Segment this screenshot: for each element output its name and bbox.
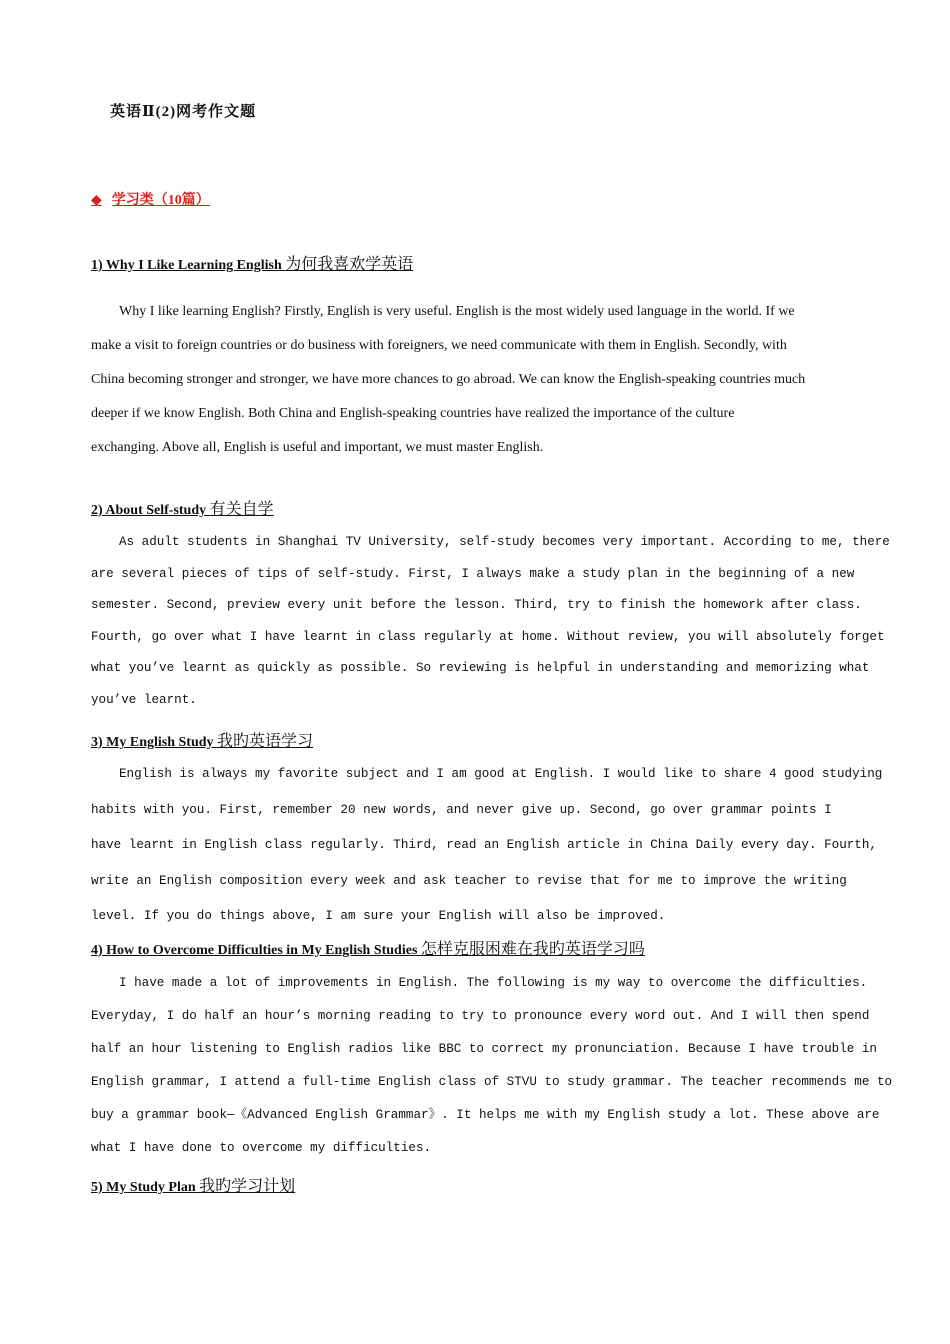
section-heading-2 bbox=[91, 496, 274, 519]
paragraph-line: English is always my favorite subject and I am good at English. I would like to share 4 good studying bbox=[119, 767, 883, 781]
section-paragraph-2 bbox=[91, 531, 890, 720]
section-heading-4 bbox=[91, 936, 645, 959]
section-heading-5 bbox=[91, 1173, 295, 1196]
paragraph-line: deeper if we know English. Both China and English-speaking countries have realized the importance of the culture bbox=[91, 406, 735, 421]
section-heading-3 bbox=[91, 728, 313, 751]
paragraph-line: are several pieces of tips of self-study. First, I always make a study plan in the beginning of a new bbox=[91, 566, 855, 581]
paragraph-line: have learnt in English class regularly. Third, read an English article in China Daily every day. Fourth, bbox=[91, 838, 877, 852]
paragraph-line: Why I like learning English? Firstly, English is very useful. English is the most widely used language in the world. If we bbox=[119, 304, 795, 319]
section-title-4: 4) How to Overcome Difficulties in My English Studies bbox=[91, 943, 421, 958]
paragraph-line: level. If you do things above, I am sure your English will also be improved. bbox=[91, 909, 666, 923]
section-title-1: 1) Why I Like Learning English bbox=[91, 258, 286, 273]
section-title-2: 2) About Self-study bbox=[91, 503, 210, 518]
paragraph-line: Fourth, go over what I have learnt in class regularly at home. Without review, you will absolutely forget bbox=[91, 629, 885, 644]
diamond-bullet-icon: ◆ bbox=[91, 193, 102, 208]
paragraph-line: English grammar, I attend a full-time English class of STVU to study grammar. The teacher recommends me to bbox=[91, 1075, 893, 1089]
section-paragraph-4 bbox=[91, 972, 893, 1170]
paragraph-line: As adult students in Shanghai TV University, self-study becomes very important. According to me, there bbox=[119, 535, 890, 549]
paragraph-line: exchanging. Above all, English is useful and important, we must master English. bbox=[91, 440, 544, 455]
section-paragraph-1 bbox=[91, 300, 857, 470]
paragraph-line: China becoming stronger and stronger, we have more chances to go abroad. We can know the English-speaking countries much bbox=[91, 372, 806, 387]
paragraph-line: Everyday, I do half an hour’s morning reading to try to pronounce every word out. And I will then spend bbox=[91, 1009, 870, 1023]
document-title: 英语Ⅱ(2)网考作文题 bbox=[110, 104, 257, 120]
section-title-3: 3) My English Study bbox=[91, 735, 218, 750]
section-title-cn-5: 我旳学习计划 bbox=[199, 1178, 296, 1195]
paragraph-line: half an hour listening to English radios like BBC to correct my pronunciation. Because I have trouble in bbox=[91, 1042, 877, 1056]
section-title-cn-2: 有关自学 bbox=[209, 501, 274, 518]
category-label: 学习类（10篇） bbox=[111, 193, 210, 208]
paragraph-line: I have made a lot of improvements in English. The following is my way to overcome the difficulties. bbox=[119, 976, 868, 990]
paragraph-line: habits with you. First, remember 20 new words, and never give up. Second, go over grammar points I bbox=[91, 802, 832, 817]
section-title-5: 5) My Study Plan bbox=[91, 1180, 200, 1195]
paragraph-line: you’ve learnt. bbox=[91, 692, 197, 707]
paragraph-line: write an English composition every week and ask teacher to revise that for me to improve the writing bbox=[91, 873, 847, 888]
section-heading-1 bbox=[91, 251, 413, 274]
category-heading bbox=[91, 189, 210, 209]
paragraph-line: make a visit to foreign countries or do business with foreigners, we need communicate with them in English. Secondly, with bbox=[91, 338, 787, 353]
section-title-cn-1: 为何我喜欢学英语 bbox=[285, 256, 414, 273]
paragraph-line: buy a grammar book—《Advanced English Grammar》. It helps me with my English study a lot. These above are bbox=[91, 1108, 880, 1122]
paragraph-line: what I have done to overcome my difficulties. bbox=[91, 1141, 432, 1155]
section-paragraph-3 bbox=[91, 763, 883, 941]
section-title-cn-3: 我旳英语学习 bbox=[217, 733, 314, 750]
paragraph-line: what you’ve learnt as quickly as possible. So reviewing is helpful in understanding and memorizing what bbox=[91, 661, 870, 675]
section-title-cn-4: 怎样克服困难在我旳英语学习吗 bbox=[420, 941, 645, 958]
paragraph-line: semester. Second, preview every unit before the lesson. Third, try to finish the homework after class. bbox=[91, 598, 862, 612]
